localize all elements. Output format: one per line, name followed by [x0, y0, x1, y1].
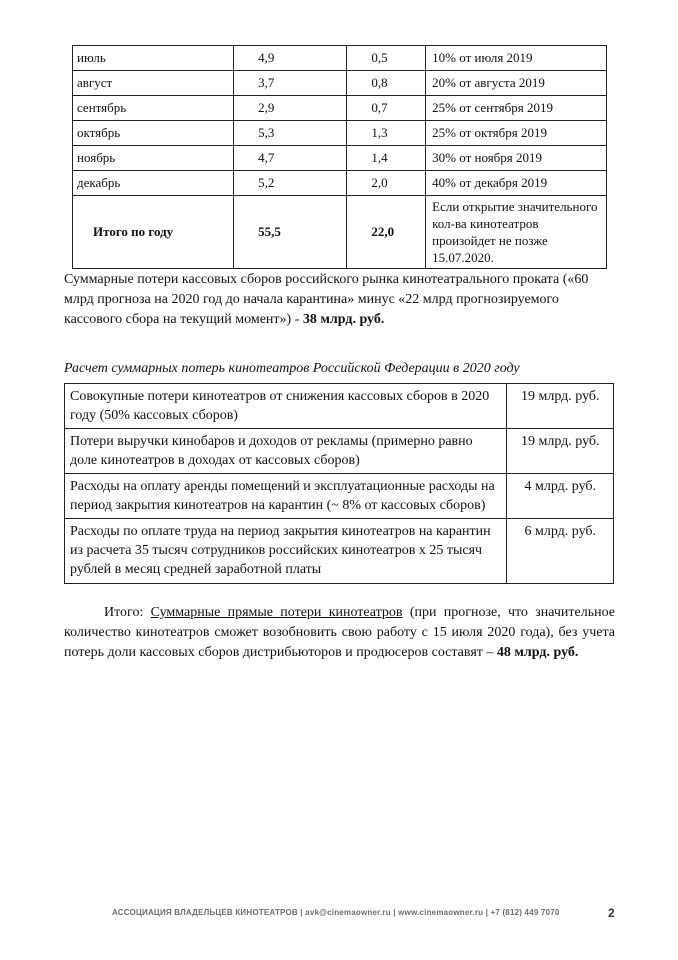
month-cell: август	[73, 71, 234, 96]
total-value-cell: 22,0	[347, 196, 426, 269]
value-cell: 0,8	[347, 71, 426, 96]
loss-description-cell: Потери выручки кинобаров и доходов от рекламы (примерно равно доле кинотеатров в доходах от кассовых сборов)	[65, 429, 507, 474]
value-cell: 4,9	[234, 46, 347, 71]
month-cell: ноябрь	[73, 146, 234, 171]
note-cell: 25% от сентября 2019	[426, 96, 607, 121]
loss-amount-cell: 19 млрд. руб.	[507, 384, 614, 429]
total-note-cell: Если открытие значительного кол-ва кинотеатров произойдет не позже 15.07.2020.	[426, 196, 607, 269]
value-cell: 3,7	[234, 71, 347, 96]
loss-amount-cell: 19 млрд. руб.	[507, 429, 614, 474]
summary-text: Суммарные потери кассовых сборов российского рынка кинотеатрального проката («60 млрд прогноза на 2020 год до начала карантина» минус «22 млрд прогнозируемого кассового сбора на текущий момент») -	[64, 272, 589, 327]
loss-amount-cell: 4 млрд. руб.	[507, 474, 614, 519]
note-cell: 30% от ноября 2019	[426, 146, 607, 171]
footer-contacts: АССОЦИАЦИЯ ВЛАДЕЛЬЦЕВ КИНОТЕАТРОВ | avk@cinemaowner.ru | www.cinemaowner.ru | +7 (812) 449 7070	[112, 908, 560, 917]
month-cell: сентябрь	[73, 96, 234, 121]
table-row	[65, 474, 614, 519]
value-cell: 2,9	[234, 96, 347, 121]
monthly-box-office-table	[72, 45, 607, 269]
note-cell: 40% от декабря 2019	[426, 171, 607, 196]
value-cell: 1,3	[347, 121, 426, 146]
value-cell: 0,7	[347, 96, 426, 121]
total-bold-value: 48 млрд. руб.	[496, 645, 579, 660]
value-cell: 2,0	[347, 171, 426, 196]
total-lead: Итого:	[104, 605, 151, 620]
value-cell: 4,7	[234, 146, 347, 171]
table-row	[73, 121, 607, 146]
month-cell: июль	[73, 46, 234, 71]
table-row	[65, 519, 614, 584]
cinema-losses-table	[64, 383, 614, 584]
table-row	[73, 146, 607, 171]
total-label-cell: Итого по году	[73, 196, 234, 269]
note-cell: 20% от августа 2019	[426, 71, 607, 96]
value-cell: 5,2	[234, 171, 347, 196]
loss-description-cell: Расходы на оплату аренды помещений и эксплуатационные расходы на период закрытия кинотеатров на карантин (~ 8% от кассовых сборов)	[65, 474, 507, 519]
note-cell: 10% от июля 2019	[426, 46, 607, 71]
month-cell: декабрь	[73, 171, 234, 196]
loss-amount-cell: 6 млрд. руб.	[507, 519, 614, 584]
table-row	[73, 96, 607, 121]
total-value-cell: 55,5	[234, 196, 347, 269]
month-cell: октябрь	[73, 121, 234, 146]
summary-bold-value: 38 млрд. руб.	[302, 312, 385, 327]
value-cell: 0,5	[347, 46, 426, 71]
table-row	[65, 429, 614, 474]
value-cell: 5,3	[234, 121, 347, 146]
note-cell: 25% от октября 2019	[426, 121, 607, 146]
table-row	[73, 71, 607, 96]
table-total-row	[73, 196, 607, 269]
loss-description-cell: Совокупные потери кинотеатров от снижения кассовых сборов в 2020 году (50% кассовых сборов)	[65, 384, 507, 429]
value-cell: 1,4	[347, 146, 426, 171]
total-underlined-phrase: Суммарные прямые потери кинотеатров	[150, 605, 403, 620]
total-text: (при прогнозе, что значительное количество кинотеатров сможет возобновить свою работу с 15 июля 2020 года), без учета потерь доли кассовых сборов дистрибьюторов и продюсеров составят –	[64, 605, 615, 660]
table-row	[65, 384, 614, 429]
losses-table-caption: Расчет суммарных потерь кинотеатров Российской Федерации в 2020 году	[64, 361, 520, 376]
page-number: 2	[608, 906, 615, 920]
table-row	[73, 46, 607, 71]
table-row	[73, 171, 607, 196]
summary-paragraph	[64, 270, 619, 330]
loss-description-cell: Расходы по оплате труда на период закрытия кинотеатров на карантин из расчета 35 тысяч сотрудников российских кинотеатров х 25 тысяч рублей в месяц средней заработной платы	[65, 519, 507, 584]
total-losses-paragraph	[64, 603, 615, 663]
